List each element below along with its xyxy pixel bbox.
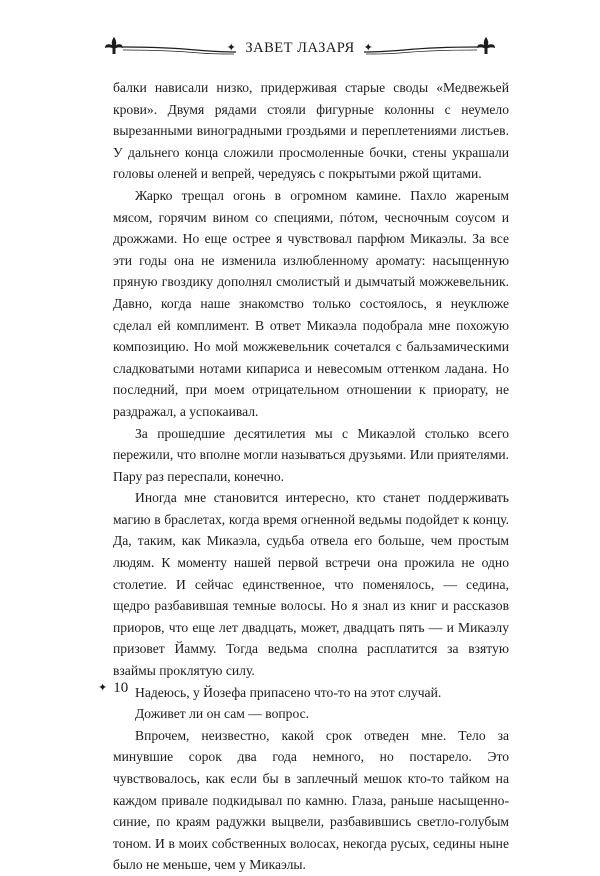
- paragraph: За прошедшие десятилетия мы с Микаэлой столько всего пережили, что вполне могли называться друзьями. Или приятелями. Пару раз переспали, конечно.: [113, 425, 509, 484]
- paragraph: Доживет ли он сам — вопрос.: [135, 706, 310, 722]
- body-text: [113, 77, 509, 876]
- page-folio: [98, 680, 128, 697]
- paragraph: балки нависали низко, придерживая старые своды «Медвежьей крови». Двумя рядами стояли фигурные колонны с неумело вырезанными виноградными гроздьями и переплетениями листьев. У дальнего конца сложили просмоленные бочки, стены украшали головы оленей и вепрей, чередуясь с покрытыми ржой щитами.: [113, 80, 509, 182]
- running-title: [0, 40, 600, 57]
- paragraph: Надеюсь, у Йозефа припасено что-то на этот случай.: [135, 684, 442, 700]
- paragraph: Жарко трещал огонь в огромном камине. Пахло жареным мясом, горячим вином со специями, пóтом, чесночным соусом и дрожжами. Но еще острее я чувствовал парфюм Микаэлы. За все эти годы она не изменила излюбленному аромату: насыщенную пряную гвоздику дополнял смолистый и дымчатый можжевельник. Давно, когда наше знакомство только состоялось, я неуклюже сделал ей комплимент. В ответ Микаэла подобрала мне похожую композицию. Но мой можжевельник сочетался с бальзамическими сладковатыми нотами кипариса и невесомым оттенком ладана. Но последний, при моем отрицательном отношении к приорату, не раздражал, а успокаивал.: [113, 187, 509, 419]
- ornament-star-icon: ✦: [363, 42, 374, 54]
- running-header: [0, 34, 600, 64]
- book-title: ЗАВЕТ ЛАЗАРЯ: [245, 40, 355, 56]
- page-number: 10: [113, 680, 129, 696]
- ornament-star-icon: ✦: [226, 42, 237, 54]
- ornament-star-icon: ✦: [98, 682, 108, 694]
- paragraph: Иногда мне становится интересно, кто станет поддерживать магию в браслетах, когда время огненной ведьмы подойдет к концу. Да, таким, как Микаэла, судьба отвела его больше, чем простым людям. К моменту нашей первой встречи она прожила не одно столетие. И сейчас единственное, что поменялось, — седина, щедро разбавившая темные волосы. Но я знал из книг и рассказов приоров, что еще лет двадцать, может, двадцать пять — и Микаэлу призовет Йамму. Тогда ведьма сполна расплатится за взятую взаймы проклятую силу.: [113, 490, 509, 679]
- fleur-de-lis-flourish-right-icon: [360, 34, 500, 56]
- paragraph: Впрочем, неизвестно, какой срок отведен мне. Тело за минувшие сорок два года немного, но постарело. Это чувствовалось, как если бы в заплечный мешок кто-то тайком на каждом привале подкидывал по камню. Глаза, раньше насыщенно-синие, по краям радужки выцвели, разбавившись светло-голубым тоном. И в моих собственных волосах, некогда русых, седины ныне было не меньше, чем у Микаэлы.: [113, 727, 509, 873]
